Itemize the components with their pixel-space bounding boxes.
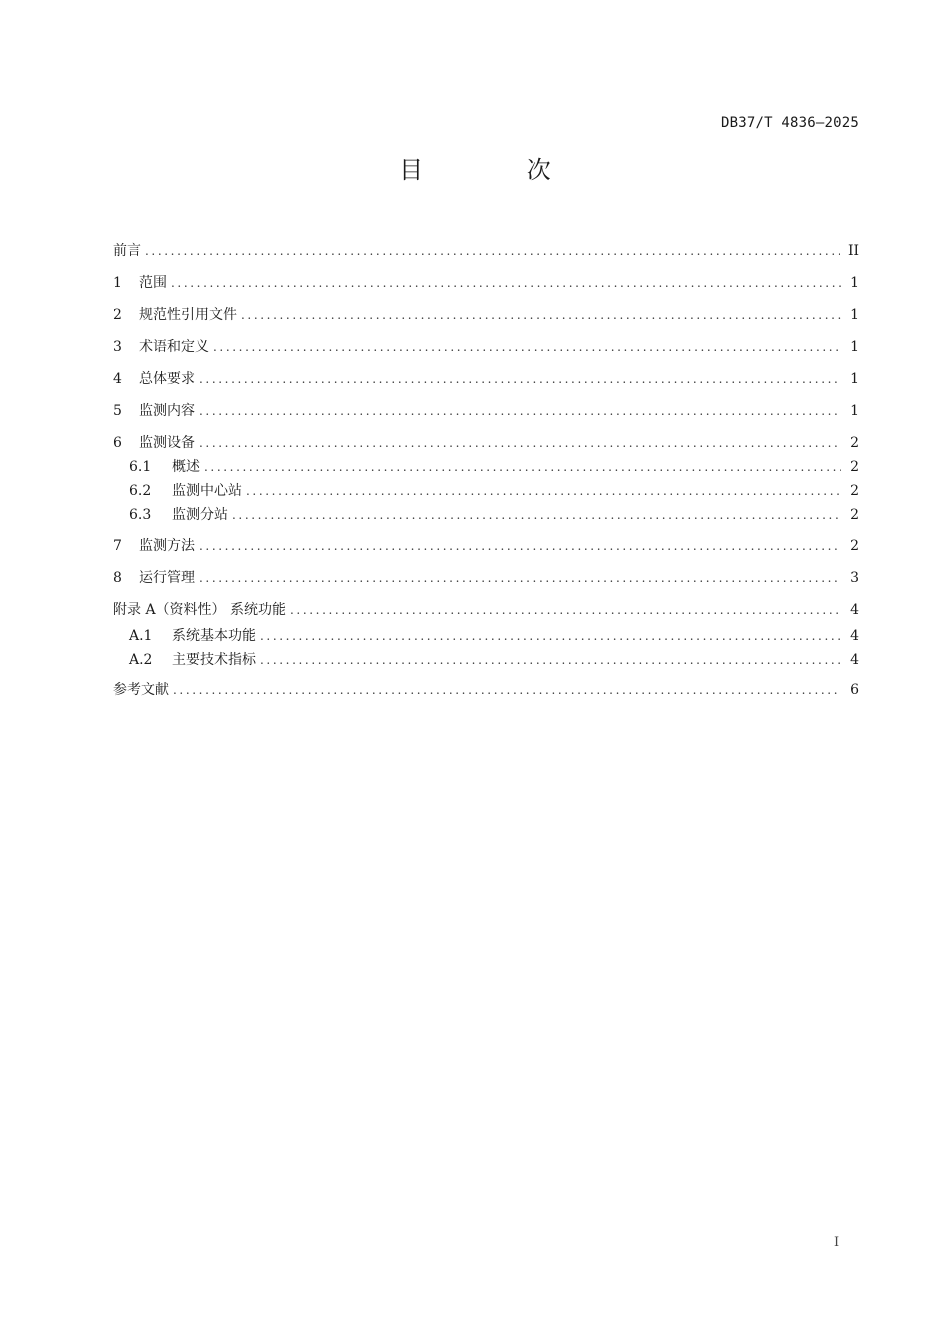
toc-entry-7[interactable] — [113, 535, 859, 557]
toc-leader-dots — [199, 368, 841, 390]
toc-entry-appendix-a[interactable] — [113, 599, 859, 621]
toc-entry-page: 3 — [850, 570, 859, 586]
document-code: DB37/T 4836—2025 — [720, 115, 859, 131]
toc-entry-page: 2 — [850, 459, 859, 475]
toc-entry-6[interactable] — [113, 432, 859, 454]
toc-leader-dots — [171, 272, 841, 294]
toc-entry-title: 术语和定义 — [139, 339, 209, 355]
toc-leader-dots — [213, 336, 841, 358]
toc-entry-number: 7 — [113, 538, 122, 554]
toc-entry-number: 6.3 — [129, 507, 152, 523]
toc-entry-page: 2 — [850, 538, 859, 554]
toc-entry-title: 参考文献 — [113, 682, 169, 698]
toc-entry-title: 前言 — [113, 243, 141, 259]
toc-entry-a-2[interactable] — [129, 649, 859, 671]
toc-entry-number: 6.1 — [129, 459, 152, 475]
toc-entry-page: 1 — [850, 307, 859, 323]
toc-entry-title: 监测方法 — [139, 538, 195, 554]
toc-entry-4[interactable] — [113, 368, 859, 390]
toc-leader-dots — [145, 240, 840, 262]
toc-entry-page: 6 — [850, 682, 859, 698]
toc-leader-dots — [241, 304, 841, 326]
toc-entry-2[interactable] — [113, 304, 859, 326]
toc-entry-number: 6.2 — [129, 483, 152, 499]
toc-entry-title: 运行管理 — [139, 570, 195, 586]
toc-entry-a-1[interactable] — [129, 625, 859, 647]
toc-entry-number: 4 — [113, 371, 122, 387]
toc-entry-title: 系统基本功能 — [172, 628, 256, 644]
toc-entry-page: II — [847, 243, 859, 259]
toc-entry-page: 1 — [850, 275, 859, 291]
toc-entry-title: 监测中心站 — [172, 483, 242, 499]
toc-entry-page: 4 — [850, 628, 859, 644]
toc-entry-page: 1 — [850, 403, 859, 419]
toc-entry-6-3[interactable] — [129, 504, 859, 526]
toc-leader-dots — [199, 432, 841, 454]
toc-entry-number: 5 — [113, 403, 122, 419]
page-number: I — [834, 1235, 840, 1250]
toc-entry-page: 1 — [850, 371, 859, 387]
toc-entry-page: 2 — [850, 435, 859, 451]
toc-entry-number: A.1 — [129, 628, 153, 644]
toc-entry-page: 2 — [850, 483, 859, 499]
toc-entry-title: 规范性引用文件 — [139, 307, 237, 323]
toc-leader-dots — [199, 535, 841, 557]
toc-entry-3[interactable] — [113, 336, 859, 358]
toc-leader-dots — [199, 567, 841, 589]
toc-entry-page: 1 — [850, 339, 859, 355]
toc-leader-dots — [290, 599, 841, 621]
toc-entry-title: 监测内容 — [139, 403, 195, 419]
toc-entry-6-2[interactable] — [129, 480, 859, 502]
toc-entry-8[interactable] — [113, 567, 859, 589]
toc-entry-title: 总体要求 — [139, 371, 195, 387]
toc-entry-page: 4 — [850, 602, 859, 618]
toc-entry-5[interactable] — [113, 400, 859, 422]
toc-entry-number: 3 — [113, 339, 122, 355]
toc-entry-number: 1 — [113, 275, 122, 291]
toc-entry-page: 2 — [850, 507, 859, 523]
toc-entry-number: 2 — [113, 307, 122, 323]
toc-leader-dots — [260, 649, 841, 671]
toc-entry-foreword[interactable] — [113, 240, 859, 262]
toc-entry-references[interactable] — [113, 679, 859, 701]
toc-leader-dots — [204, 456, 841, 478]
toc-leader-dots — [199, 400, 841, 422]
toc-leader-dots — [260, 625, 841, 647]
toc-entry-title: 范围 — [139, 275, 167, 291]
toc-leader-dots — [173, 679, 841, 701]
toc-entry-title: 主要技术指标 — [172, 652, 256, 668]
page-title: 目 次 — [399, 156, 599, 184]
toc-entry-number: 8 — [113, 570, 122, 586]
toc-entry-number: A.2 — [129, 652, 153, 668]
toc-entry-title: 附录 A（资料性） 系统功能 — [113, 602, 287, 618]
toc-entry-title: 监测设备 — [139, 435, 195, 451]
toc-entry-6-1[interactable] — [129, 456, 859, 478]
toc-entry-title: 概述 — [172, 459, 200, 475]
toc-entry-title: 监测分站 — [172, 507, 228, 523]
toc-entry-page: 4 — [850, 652, 859, 668]
toc-entry-1[interactable] — [113, 272, 859, 294]
toc-leader-dots — [232, 504, 841, 526]
toc-leader-dots — [246, 480, 841, 502]
toc-entry-number: 6 — [113, 435, 122, 451]
